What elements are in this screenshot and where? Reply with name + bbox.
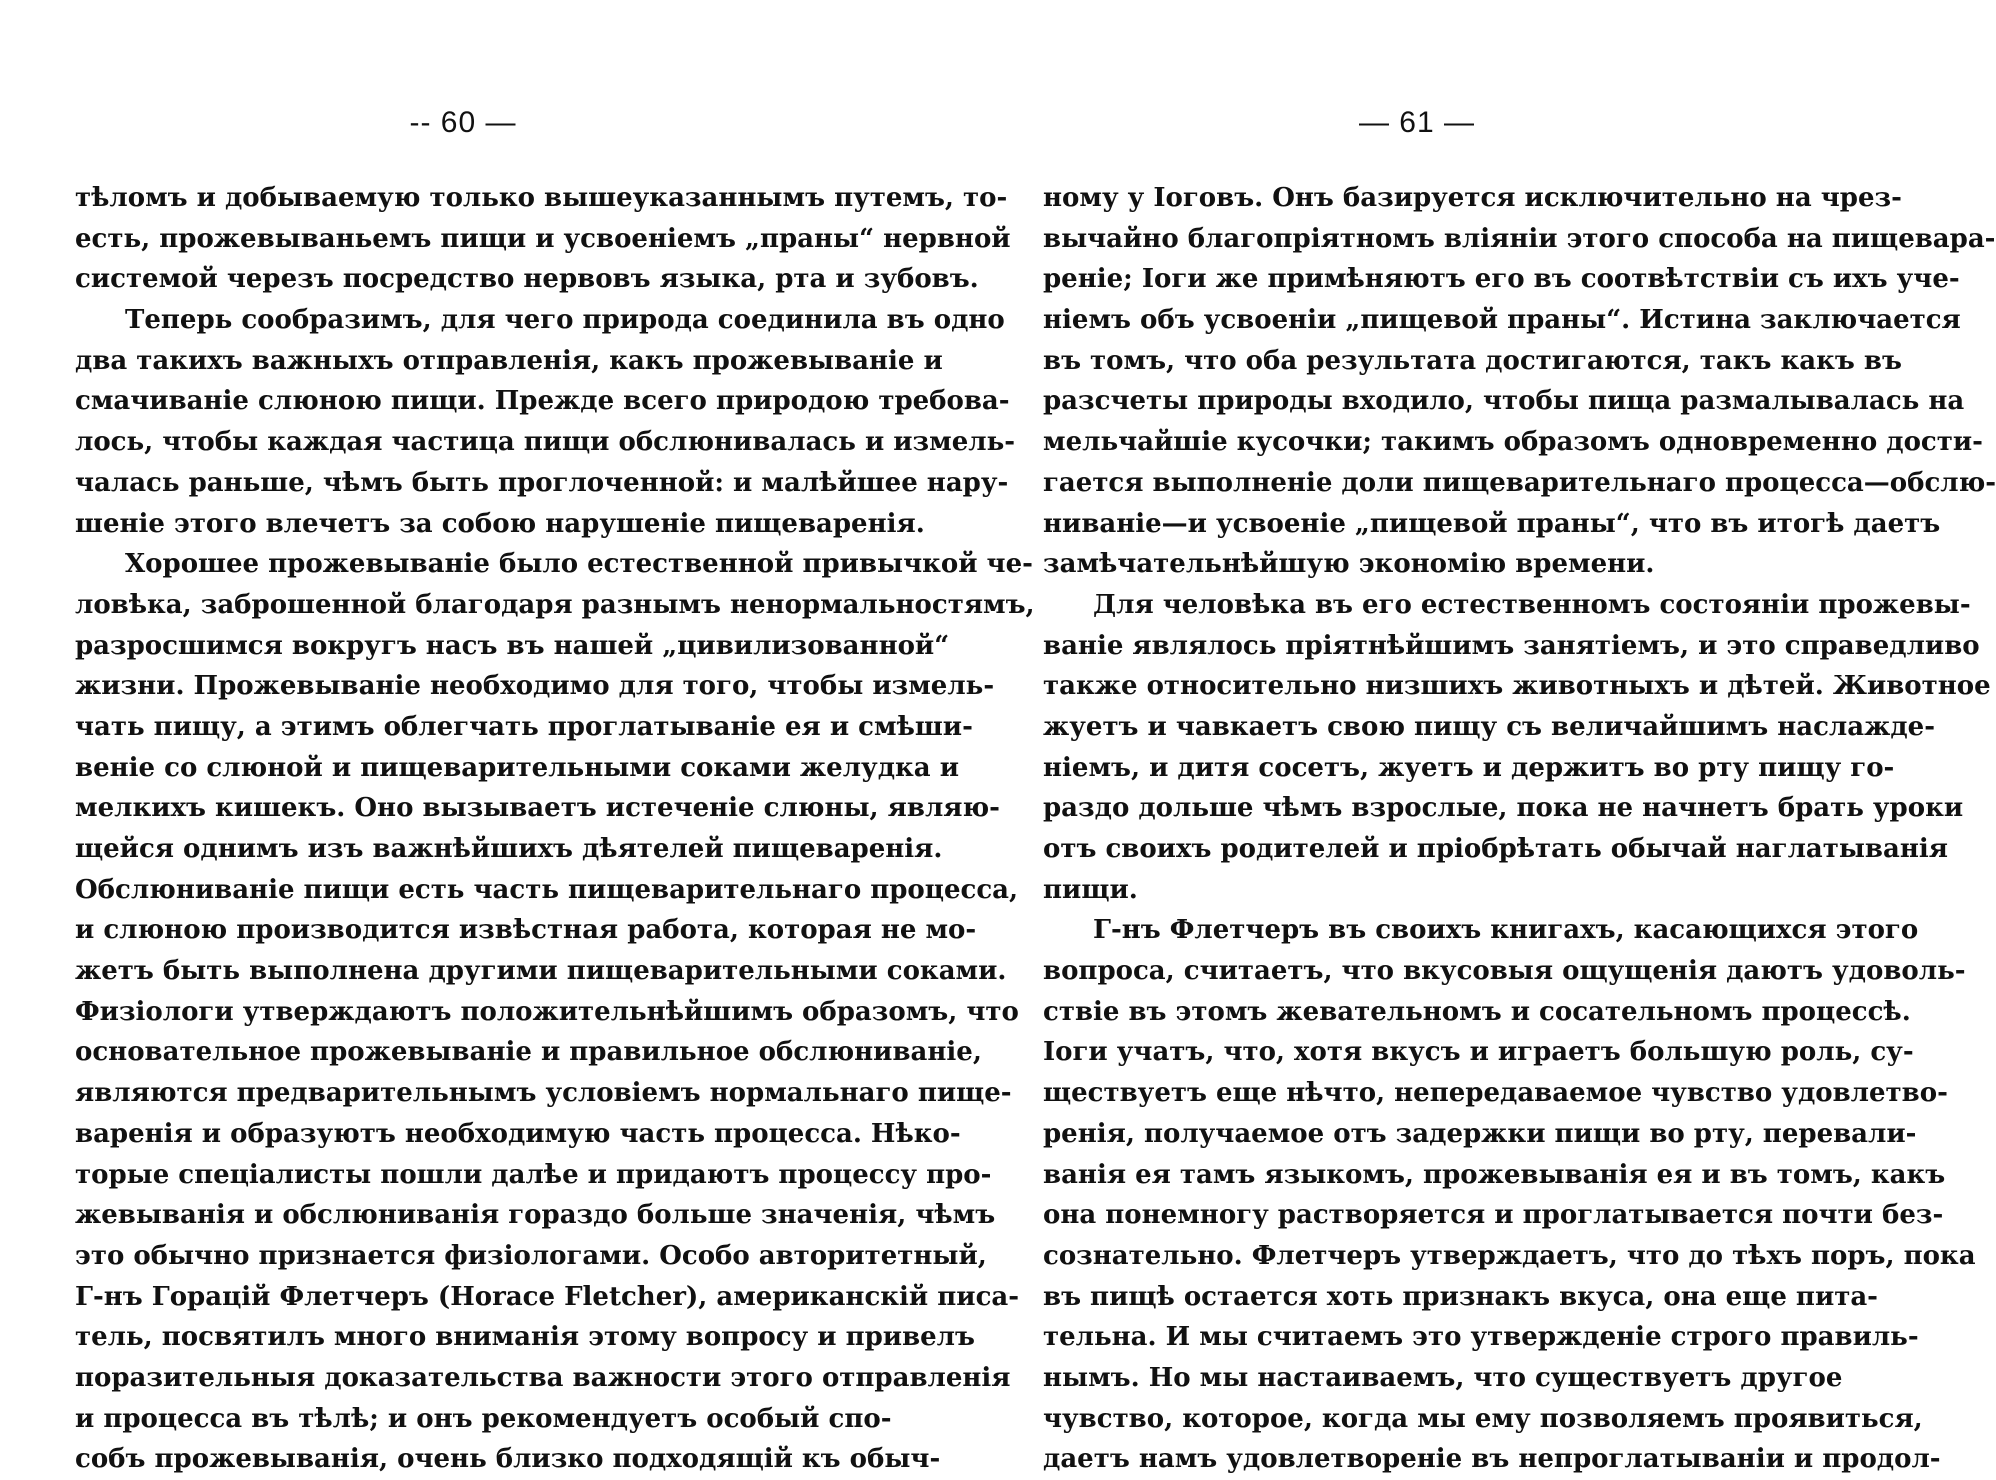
text-line: сознательно. Флетчеръ утверждаетъ, что до тѣхъ поръ, пока <box>1043 1240 1976 1271</box>
text-line: ловѣка, заброшенной благодаря разнымъ ненормальностямъ, <box>75 589 1035 620</box>
text-line: ніемъ объ усвоеніи „пищевой праны“. Истина заключается <box>1043 305 1961 336</box>
text-line: являются предварительнымъ условіемъ нормальнаго пище- <box>75 1078 1012 1109</box>
text-line: ніемъ, и дитя сосетъ, жуетъ и держитъ во рту пищу го- <box>1043 752 1895 783</box>
text-line: чать пищу, а этимъ облегчать проглатываніе ея и смѣши- <box>75 711 973 742</box>
text-line: ваніе являлось пріятнѣйшимъ занятіемъ, и это справедливо <box>1043 630 1980 661</box>
text-line: мелкихъ кишекъ. Оно вызываетъ истеченіе слюны, являю- <box>75 793 1000 824</box>
text-line: мельчайшіе кусочки; такимъ образомъ одновременно дости- <box>1043 427 1983 458</box>
text-line: гается выполненіе доли пищеварительнаго процесса—обслю- <box>1043 467 1996 498</box>
text-line: даетъ намъ удовлетвореніе въ непроглатываніи и продол- <box>1043 1444 1941 1475</box>
text-line: ванія ея тамъ языкомъ, прожевыванія ея и въ томъ, какъ <box>1043 1159 1946 1190</box>
text-line: ниваніе—и усвоеніе „пищевой праны“, что въ итогѣ даетъ <box>1043 508 1941 539</box>
text-line: въ томъ, что оба результата достигаются, такъ какъ въ <box>1043 345 1902 376</box>
text-line: смачиваніе слюною пищи. Прежде всего природою требова- <box>75 386 1010 417</box>
text-line: тѣломъ и добываемую только вышеуказаннымъ путемъ, то- <box>75 183 1008 213</box>
text-line: также относительно низшихъ животныхъ и дѣтей. Животное <box>1043 671 1991 702</box>
text-line: чувство, которое, когда мы ему позволяемъ проявиться, <box>1043 1403 1923 1434</box>
text-line: шеніе этого влечетъ за собою нарушеніе пищеваренія. <box>75 508 925 539</box>
text-line: лось, чтобы каждая частица пищи обслюнивалась и измель- <box>75 427 1016 458</box>
page-text <box>75 178 1035 1480</box>
text-line: щейся однимъ изъ важнѣйшихъ дѣятелей пищеваренія. <box>75 834 943 864</box>
text-line: ствіе въ этомъ жевательномъ и сосательномъ процессѣ. <box>1043 996 1911 1027</box>
text-line: отъ своихъ родителей и пріобрѣтать обычай наглатыванія <box>1043 834 1948 864</box>
text-line: раздо дольше чѣмъ взрослые, пока не начнетъ брать уроки <box>1043 793 1964 824</box>
text-line: ренія, получаемое отъ задержки пищи во рту, перевали- <box>1043 1118 1917 1149</box>
text-line: Для человѣка въ его естественномъ состояніи прожевы- <box>1093 589 1971 620</box>
page-text <box>1043 178 1996 1480</box>
text-line: торые спеціалисты пошли далѣе и придаютъ процессу про- <box>75 1159 992 1190</box>
page-number: -- 60 — <box>409 106 517 139</box>
text-line: поразительныя доказательства важности этого отправленія <box>75 1362 1011 1393</box>
text-line: собъ прожевыванія, очень близко подходящій къ обыч- <box>75 1444 941 1475</box>
text-line: Іоги учатъ, что, хотя вкусъ и играетъ большую роль, су- <box>1043 1037 1914 1068</box>
text-line: разросшимся вокругъ насъ въ нашей „цивилизованной“ <box>75 630 950 661</box>
page-number: — 61 — <box>1358 106 1476 139</box>
text-line: системой черезъ посредство нервовъ языка, рта и зубовъ. <box>75 264 979 295</box>
text-line: и слюною производится извѣстная работа, которая не мо- <box>75 915 977 946</box>
text-line: замѣчательнѣйшую экономію времени. <box>1043 549 1655 580</box>
text-line: разсчеты природы входило, чтобы пища размалывалась на <box>1043 386 1965 417</box>
text-line: ществуетъ еще нѣчто, непередаваемое чувство удовлетво- <box>1043 1078 1948 1109</box>
text-line: жизни. Прожевываніе необходимо для того, чтобы измель- <box>75 671 995 702</box>
text-line: есть, прожевываньемъ пищи и усвоеніемъ „праны“ нервной <box>75 223 1011 254</box>
text-line: два такихъ важныхъ отправленія, какъ прожевываніе и <box>75 345 943 376</box>
text-line: чалась раньше, чѣмъ быть проглоченной: и малѣйшее нару- <box>75 467 1009 498</box>
text-line: ному у Іоговъ. Онъ базируется исключительно на чрез- <box>1043 183 1902 213</box>
text-line: Хорошее прожевываніе было естественной привычкой че- <box>125 549 1033 580</box>
text-line: Физіологи утверждаютъ положительнѣйшимъ образомъ, что <box>75 996 1019 1027</box>
text-line: вычайно благопріятномъ вліяніи этого способа на пищевара- <box>1043 223 1996 254</box>
text-line: Теперь сообразимъ, для чего природа соединила въ одно <box>125 305 1005 336</box>
text-line: тель, посвятилъ много вниманія этому вопросу и привелъ <box>75 1322 975 1353</box>
text-line: она понемногу растворяется и проглатывается почти без- <box>1043 1200 1944 1231</box>
text-line: пищи. <box>1043 874 1138 905</box>
text-line: варенія и образуютъ необходимую часть процесса. Нѣко- <box>75 1118 961 1149</box>
text-line: Г-нъ Флетчеръ въ своихъ книгахъ, касающихся этого <box>1093 915 1919 946</box>
text-line: Обслюниваніе пищи есть часть пищеварительнаго процесса, <box>75 874 1019 905</box>
text-line: жетъ быть выполнена другими пищеварительными соками. <box>75 956 1007 987</box>
text-line: въ пищѣ остается хоть признакъ вкуса, она еще пита- <box>1043 1281 1878 1312</box>
text-line: веніе со слюной и пищеварительными соками желудка и <box>75 752 959 783</box>
text-line: основательное прожевываніе и правильное обслюниваніе, <box>75 1037 982 1068</box>
text-line: Г-нъ Горацій Флетчеръ (Horace Fletcher), американскій писа- <box>75 1281 1020 1312</box>
text-line: это обычно признается физіологами. Особо авторитетный, <box>75 1240 987 1271</box>
text-line: тельна. И мы считаемъ это утвержденіе строго правиль- <box>1043 1322 1919 1353</box>
text-line: нымъ. Но мы настаиваемъ, что существуетъ другое <box>1043 1362 1843 1393</box>
text-line: жуетъ и чавкаетъ свою пищу съ величайшимъ наслажде- <box>1043 711 1936 742</box>
text-line: вопроса, считаетъ, что вкусовыя ощущенія даютъ удоволь- <box>1043 956 1966 987</box>
text-line: реніе; Іоги же примѣняютъ его въ соотвѣтствіи съ ихъ уче- <box>1043 264 1960 295</box>
text-line: жевыванія и обслюниванія гораздо больше значенія, чѣмъ <box>75 1200 996 1231</box>
text-line: и процесса въ тѣлѣ; и онъ рекомендуетъ особый спо- <box>75 1403 892 1434</box>
